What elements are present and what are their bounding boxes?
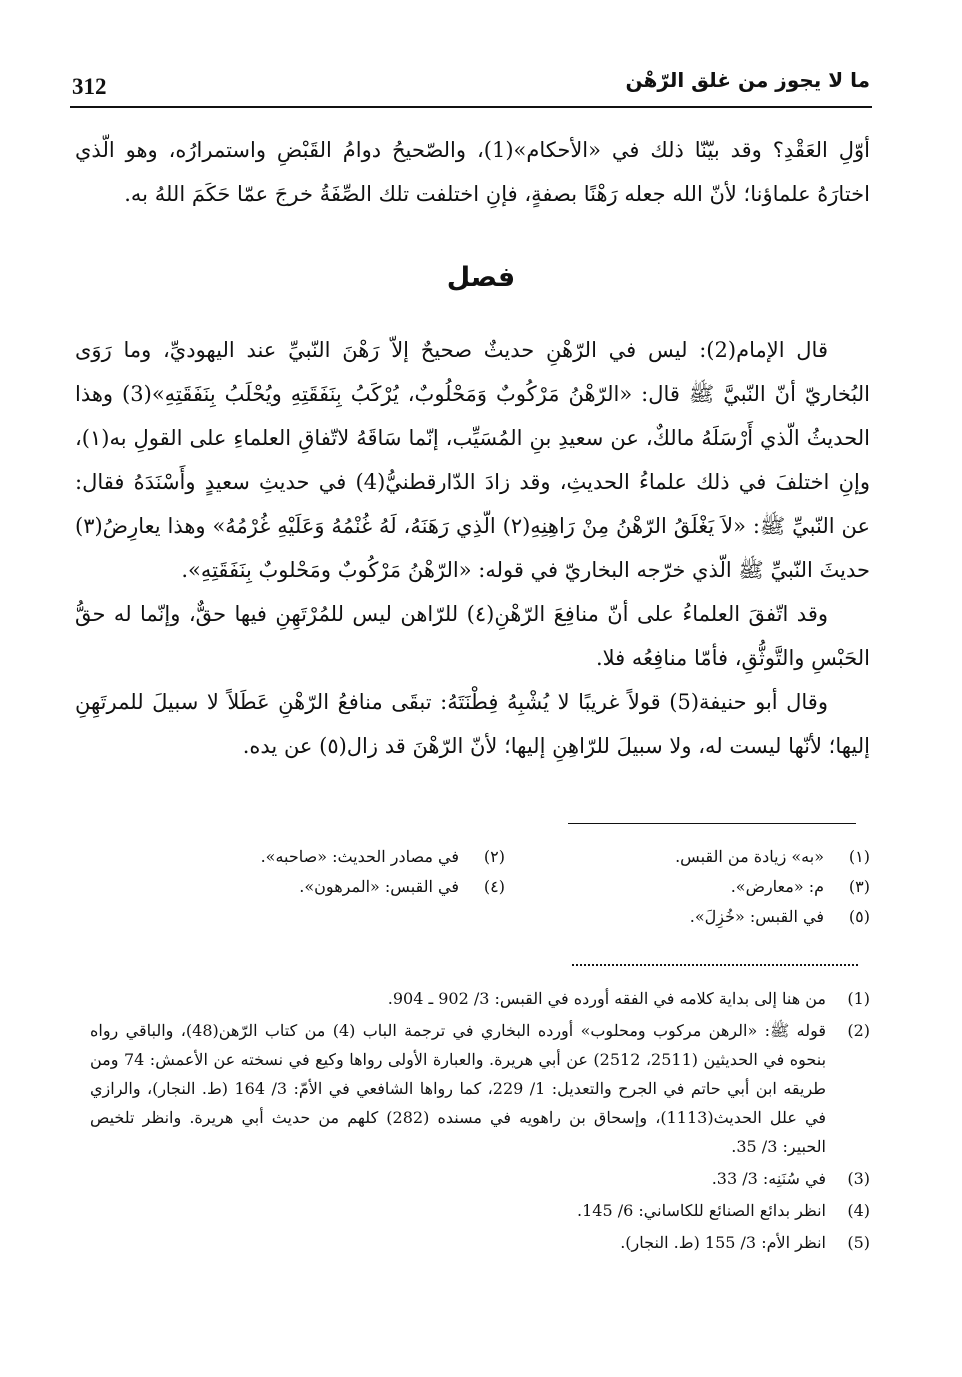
footnote bbox=[90, 1016, 870, 1161]
main-text-block bbox=[75, 328, 870, 768]
editor-note-number: (٢) bbox=[483, 847, 505, 866]
running-header bbox=[72, 62, 870, 106]
editor-note bbox=[140, 842, 505, 872]
editor-note bbox=[505, 842, 870, 872]
footnote-text: من هنا إلى بداية كلامه في الفقه أورده في القبس: 3/ 902 ـ 904. bbox=[387, 989, 826, 1008]
editor-note-row bbox=[140, 842, 870, 872]
editor-note bbox=[505, 902, 870, 932]
editor-note-text: في مصادر الحديث: «صاحبه». bbox=[260, 847, 459, 866]
footnote bbox=[90, 1164, 870, 1193]
footnotes bbox=[90, 984, 870, 1260]
footnote-text: انظر بدائع الصنائع للكاساني: 6/ 145. bbox=[577, 1201, 826, 1220]
footnote-number: (3) bbox=[847, 1169, 870, 1188]
paragraph-1: قال الإمام(2): ليس في الرّهْنِ حديثٌ صحيحٌ إلاّ رَهْنَ النّبيِّ عند اليهوديِّ، وما رَوَى البُخاريّ أنّ النّبيَّ ﷺ قال: «الرّهْنُ مَرْكُوبٌ وَمَحْلُوبٌ، يُرْكَبُ بِنَفَقَتِهِ ويُحْلَبُ بِنَفَقَتِهِ»(3) وهذا الحديثُ الّذي أَرْسَلَهُ مالكٌ، عن سعيدِ بنِ المُسَيِّب، إنّما سَاقَهُ لاتّفاقِ العلماءِ على القولِ به(١)، وإنِ اختلفَ في ذلك علماءُ الحديثِ، وقد زادَ الدّارقطنيُّ(4) في حديثِ سعيدٍ وأَسْنَدَهُ فقال: عن النّبيِّ ﷺ: «لاَ يَغْلَقُ الرّهْنُ مِنْ رَاهِنِهِ(٢) الّذِي رَهَنَهُ، لَهُ غُنْمُهُ وَعَلَيْهِ غُرْمُهُ» وهذا يعارِضُ(٣) حديثَ النّبيِّ ﷺ الّذي خرّجه البخاريّ في قوله: «الرّهْنُ مَرْكُوبٌ ومَحْلوبٌ بِنَفَقَتِهِ». bbox=[75, 338, 870, 582]
footnote-text: قوله ﷺ: «الرهن مركوب ومحلوب» أورده البخاري في ترجمة الباب (4) من كتاب الرّهن(48)، والباقي رواه بنحوه في الحديثين (2511، 2512) عن أبي هريرة. والعبارة الأولى رواها وكيع في نسخته عن الأعمش: 74 ومن طريقه ابن أبي حاتم في الجرح والتعديل: 1/ 229، كما رواها الشافعي في الأمّ: 3/ 164 (ط. النجار)، والرازي في علل الحديث(1113)، وإسحاق بن راهويه في مسنده (282) كلهم من حديث أبي هريرة. وانظر تلخيص الحبير: 3/ 35. bbox=[90, 1021, 827, 1156]
paragraph-2: وقد اتّفقَ العلماءُ على أنّ منافِعَ الرّهْنِ(٤) للرّاهن ليس للمُرْتَهِنِ فيها حقٌّ، وإنّما له حقُّ الحَبْسِ والتَّوثُّقِ، فأمّا منافِعُه فلا. bbox=[75, 602, 870, 670]
editor-note-row bbox=[140, 902, 870, 932]
footnote-separator bbox=[568, 823, 856, 824]
editor-note bbox=[505, 872, 870, 902]
footnote-number: (1) bbox=[847, 989, 870, 1008]
footnote bbox=[90, 1228, 870, 1257]
editor-note-row bbox=[140, 872, 870, 902]
editor-note-number: (٣) bbox=[848, 877, 870, 896]
footnote bbox=[90, 984, 870, 1013]
section-heading: فصل bbox=[446, 262, 516, 293]
footnote-text: في سُنَنِه: 3/ 33. bbox=[711, 1169, 826, 1188]
footnote-number: (5) bbox=[847, 1233, 870, 1252]
editor-note-number: (١) bbox=[848, 847, 870, 866]
paragraph-3: وقال أبو حنيفة(5) قولاً غريبًا لا يُشْبِهُ فِطْنَتَهُ: تبقَى منافعُ الرّهْنِ عَطَلاً لا سبيلَ للمرتَهِنِ إليها؛ لأنّها ليست له، ولا سبيلَ للرّاهِنِ إليها؛ لأنّ الرّهْنَ قد زال(٥) عن يده. bbox=[75, 690, 870, 758]
header-rule bbox=[70, 106, 872, 108]
footnote-text: انظر الأم: 3/ 155 (ط. النجار). bbox=[620, 1233, 826, 1252]
editor-note-text: م: «معارض». bbox=[730, 877, 824, 896]
editor-note-number: (٤) bbox=[483, 877, 505, 896]
editor-notes bbox=[140, 842, 870, 932]
footnote bbox=[90, 1196, 870, 1225]
editor-note-number: (٥) bbox=[848, 907, 870, 926]
editor-note-text: «به» زيادة من القبس. bbox=[675, 847, 824, 866]
editor-note bbox=[140, 872, 505, 902]
editor-note-text: في القبس: «خُزِلَ». bbox=[689, 907, 824, 926]
footnote-number: (4) bbox=[847, 1201, 870, 1220]
page-number: 312 bbox=[72, 74, 107, 99]
footnote-number: (2) bbox=[847, 1021, 870, 1040]
dotted-separator bbox=[572, 964, 858, 966]
intro-paragraph: أوّلِ العَقْدِ؟ وقد بيّنّا ذلك في «الأحكام»(1)، والصّحيحُ دوامُ القَبْضِ واستمرارُه، وهو الّذي اختارَهُ علماؤنا؛ لأنّ الله جعله رَهْنًا بصفةٍ، فإنِ اختلفت تلك الصِّفَةُ خرجَ عمّا حَكَمَ اللهُ به. bbox=[75, 138, 871, 206]
running-title: ما لا يجوز من غلق الرّهْن bbox=[625, 68, 870, 92]
editor-note-text: في القبس: «المرهون». bbox=[299, 877, 459, 896]
intro-paragraph-block bbox=[75, 128, 870, 216]
